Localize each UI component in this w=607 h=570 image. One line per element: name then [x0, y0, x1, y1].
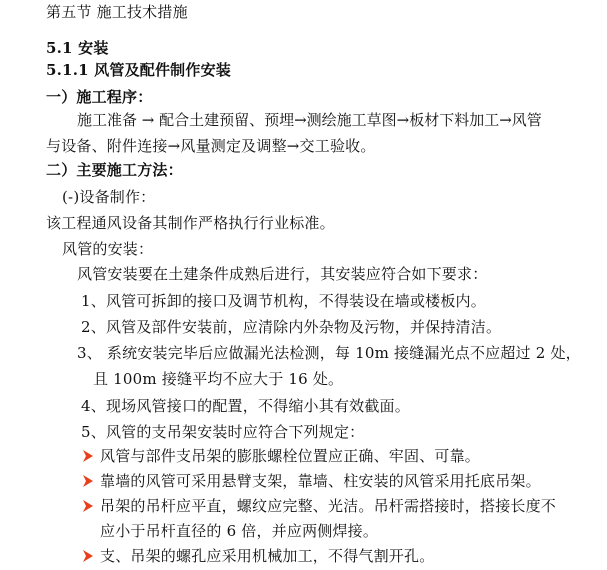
arrow-bullet-icon — [82, 449, 94, 463]
bullet-item-continuation: 应小于吊杆直径的 6 倍，并应两侧焊接。 — [100, 522, 379, 540]
equipment-heading: (-)设备制作： — [62, 188, 156, 206]
section-title: 第五节 施工技术措施 — [46, 3, 188, 21]
list-item: 3、 系统安装完毕后应做漏光法检测，每 10m 接缝漏光点不应超过 2 处， — [77, 344, 581, 362]
list-item: 5、风管的支吊架安装时应符合下列规定： — [81, 423, 365, 441]
list-item: 2、风管及部件安装前，应清除内外杂物及污物，并保持清洁。 — [81, 318, 502, 336]
bullet-item: 靠墙的风管可采用悬臂支架，靠墙、柱安装的风管采用托底吊架。 — [100, 472, 541, 490]
bullet-item: 吊架的吊杆应平直，螺纹应完整、光洁。吊杆需搭接时，搭接长度不 — [100, 497, 557, 515]
list-item: 1、风管可拆卸的接口及调节机构，不得装设在墙或楼板内。 — [81, 292, 486, 310]
duct-install-heading: 风管的安装： — [62, 240, 154, 258]
list-item: 4、现场风管接口的配置，不得缩小其有效截面。 — [81, 397, 410, 415]
heading-5-1: 5.1 安装 — [46, 39, 109, 57]
procedure-text-line-1: 施工准备 → 配合土建预留、预埋→测绘施工草图→板材下料加工→风管 — [77, 111, 542, 129]
arrow-bullet-icon — [82, 549, 94, 563]
bullet-item: 风管与部件支吊架的膨胀螺栓位置应正确、牢固、可靠。 — [100, 447, 481, 465]
equipment-text: 该工程通风设备其制作严格执行行业标准。 — [46, 214, 335, 232]
bullet-item: 支、吊架的螺孔应采用机械加工，不得气割开孔。 — [100, 547, 435, 565]
arrow-bullet-icon — [82, 474, 94, 488]
procedure-text-line-2: 与设备、附件连接→风量测定及调整→交工验收。 — [46, 137, 376, 155]
heading-5-1-1: 5.1.1 风管及配件制作安装 — [46, 61, 231, 79]
duct-install-intro: 风管安装要在土建条件成熟后进行，其安装应符合如下要求： — [77, 265, 488, 283]
heading-main-methods: 二）主要施工方法： — [46, 161, 183, 179]
arrow-bullet-icon — [82, 499, 94, 513]
heading-construction-procedure: 一）施工程序： — [46, 88, 153, 106]
list-item-continuation: 且 100m 接缝平均不应大于 16 处。 — [93, 370, 344, 388]
